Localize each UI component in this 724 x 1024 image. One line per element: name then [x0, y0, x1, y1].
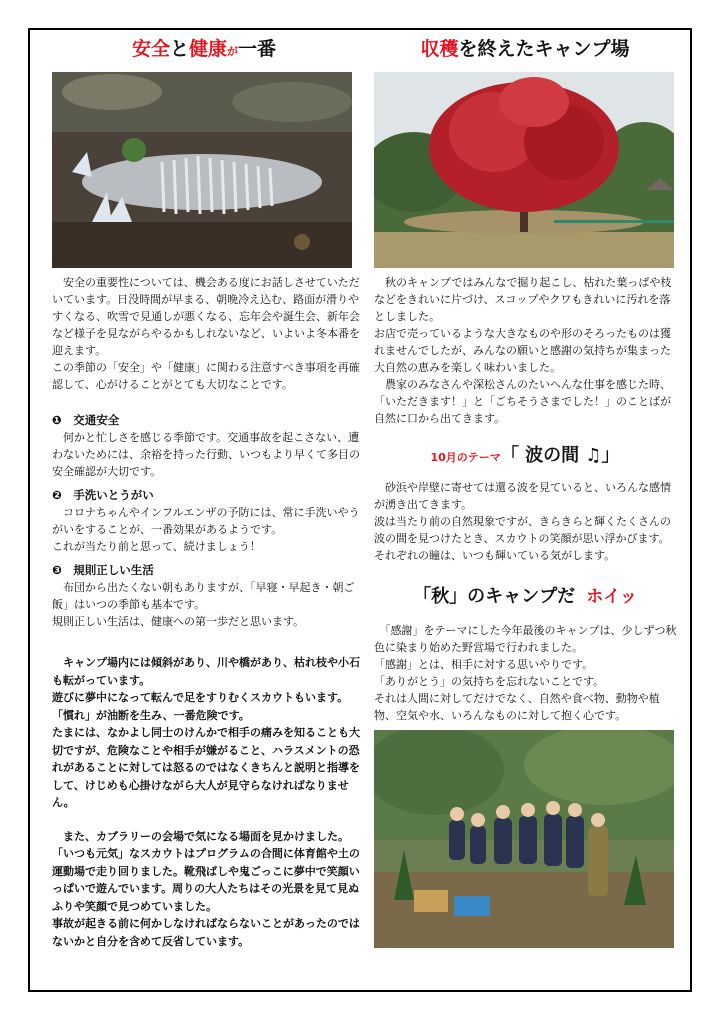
red-maple-image	[374, 72, 674, 268]
wave-paragraph: 砂浜や岸壁に寄せては還る波を見ていると、いろんな感情が湧き出てきます。 波は当たり前の自然現象ですが、きらきらと輝くたくさんの波の間を見つけたとき、スカウトの笑顔が思い浮かびます。 それぞれの瞳は、いつも輝いている気がします。	[374, 481, 671, 562]
item-number: ❸	[52, 563, 62, 577]
item-number: ❷	[52, 488, 62, 502]
harvest-paragraph: 秋のキャンプではみんなで掘り起こし、枯れた葉っぱや枝などをきれいに片づけ、スコップやクワもきれいに汚れを落としました。 お店で売っているような大きなものや形のそろったものは獲れませんでしたが、みんなの願いと感謝の気持ちが集まった大自然の恵みを楽しく味わいました。 農家のみなさんや深松さんのたいへんな仕事を感じた時、「いただきます！」と「ごちそうさまでした！」のことばが自然に口から出てきます。	[374, 276, 672, 425]
theme-title: 「 波の間 ♫」	[500, 445, 620, 466]
title-ichiban: 一番	[238, 38, 277, 60]
title-anzen: 安全	[131, 38, 170, 60]
item-heading: 規則正しい生活	[73, 563, 154, 577]
harvest-title	[370, 34, 680, 64]
item-heading: 交通安全	[73, 413, 120, 427]
item-traffic	[52, 411, 360, 480]
scouts-group-image	[374, 730, 674, 948]
frost-ice-image	[52, 72, 352, 268]
item-body: 布団から出たくない朝もありますが、「早寝・早起き・朝ご飯」はいつの季節も基本です。 規則正しい生活は、健康への第一歩だと思います。	[52, 581, 355, 628]
title-shukaku: 収穫	[420, 38, 459, 60]
theme-heading	[370, 441, 680, 471]
left-column	[48, 34, 360, 950]
title-ga: が	[227, 45, 239, 58]
item-routine	[52, 561, 360, 630]
item-number: ❶	[52, 413, 62, 427]
item-body: 何かと忙しさを感じる季節です。交通事故を起こさない、遭わないためには、余裕を持った行動、いつもより早くて多目の安全確認が大切です。	[52, 431, 360, 478]
safety-intro: 安全の重要性については、機会ある度にお話しさせていただいています。日没時間が早まる、朝晩冷え込む、路面が滑りやすくなる、吹雪で見通しが悪くなる、忘年会や誕生会、新年会など様子を見ながらやるかもしれないなど、いよいよ冬本番を迎えます。 この季節の「安全」や「健康」に関わる注意すべき事項を再確認して、心がけることがとても大切なことです。	[52, 276, 360, 391]
camp-safety-paragraph: キャンプ場内には傾斜があり、川や橋があり、枯れ枝や小石も転がっています。 遊びに夢中になって転んで足をすりむくスカウトもいます。 「慣れ」が油断を生み、一番危険です。 たまには、なかよし同士のけんかで相手の痛みを知ることも大切ですが、危険なことや相手が嫌がること、ハラスメントの恐れがあることに対しては怒るのではなくきちんと説明と指導をして、けじめも心掛けながら大人が見守らなければなりません。	[52, 656, 360, 809]
autumn-camp-text: 「秋」のキャンプだ	[413, 586, 576, 607]
item-heading: 手洗いとうがい	[73, 488, 154, 502]
safety-title	[48, 34, 360, 64]
item-handwash	[52, 486, 360, 555]
gratitude-paragraph: 「感謝」をテーマにした今年最後のキャンプは、少しずつ秋色に染まり始めた野営場で行われました。 「感謝」とは、相手に対する思いやりです。 「ありがとう」の気持ちを忘れないことです。 それは人間に対してだけでなく、自然や食べ物、動物や植物、空気や水、いろんなものに対して抱く心です。	[374, 624, 677, 722]
item-body: コロナちゃんやインフルエンザの予防には、常に手洗いやうがいをすることが、一番効果があるようです。 これが当たり前と思って、続けましょう！	[52, 506, 360, 553]
title-rest: を終えたキャンプ場	[458, 38, 630, 60]
autumn-camp-title	[370, 582, 680, 612]
title-to: と	[169, 38, 189, 60]
scouts-photo	[374, 730, 674, 948]
title-kenko: 健康	[189, 38, 228, 60]
theme-month: 10月のテーマ	[430, 451, 501, 464]
safety-items	[48, 411, 360, 630]
right-column	[370, 34, 680, 948]
cuboree-paragraph: また、カブラリーの会場で気になる場面を見かけました。 「いつも元気」なスカウトはプログラムの合間に体育館や土の運動場で走り回りました。靴飛ばしや鬼ごっこに夢中で笑顔いっぱいで遊んでいます。周りの大人たちはその光景を見て見ぬふりや笑顔で見つめていました。 事故が起きる前に何かしなければならないことがあったのではないかと自分を含めて反省しています。	[52, 829, 360, 948]
frost-photo	[52, 72, 352, 268]
hoi-text: ホイッ	[586, 587, 637, 607]
maple-photo	[374, 72, 674, 268]
